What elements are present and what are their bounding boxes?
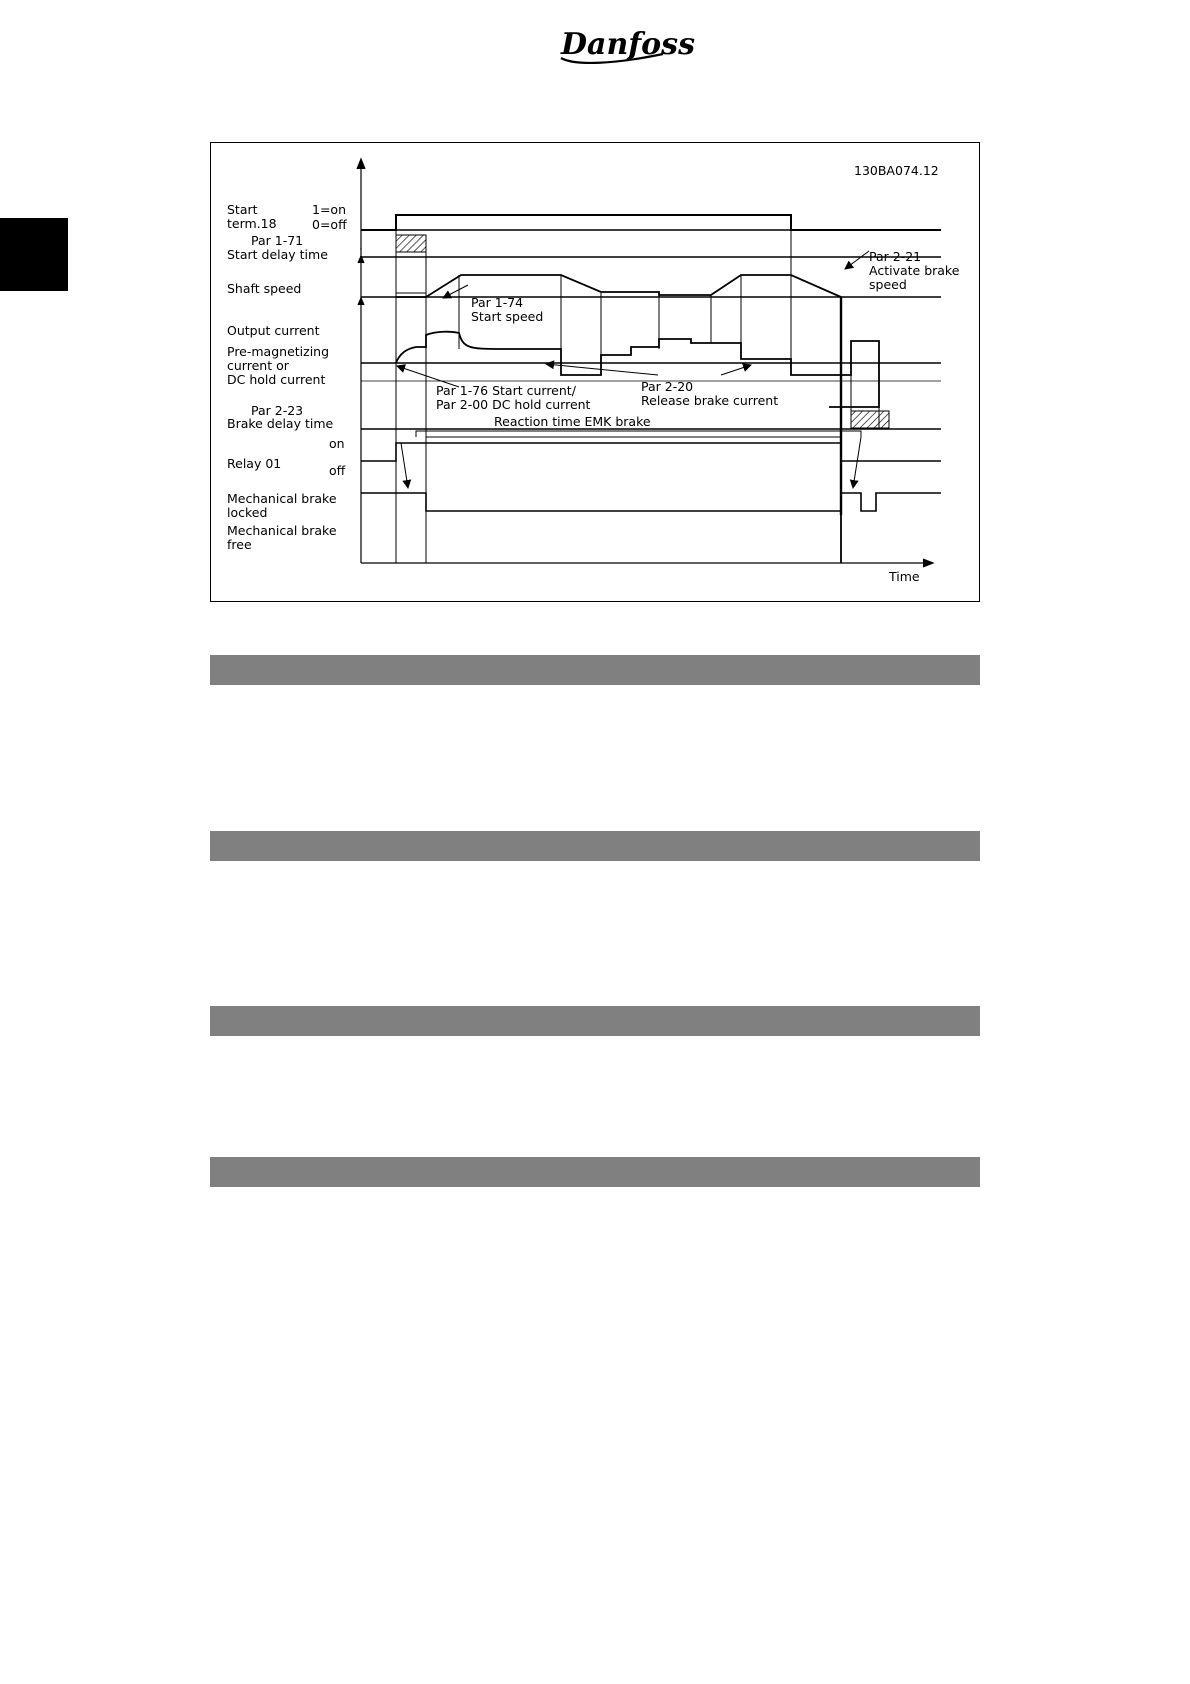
label-shaft-speed: Shaft speed	[227, 281, 302, 296]
label-brake-delay: Brake delay time	[227, 416, 334, 431]
label-mech-locked-2: locked	[227, 505, 268, 520]
relay-signal	[361, 443, 941, 461]
label-premag-3: DC hold current	[227, 372, 326, 387]
label-relay-on: on	[329, 436, 345, 451]
danfoss-logo	[555, 18, 695, 68]
label-par-223: Par 2-23	[251, 403, 304, 418]
label-off: 0=off	[312, 217, 347, 232]
label-time: Time	[889, 569, 920, 584]
ann-reaction: Reaction time EMK brake	[494, 414, 651, 429]
ann-par-176: Par 1-76 Start current/	[436, 383, 576, 398]
reaction-bracket	[416, 431, 861, 437]
label-output-current: Output current	[227, 323, 320, 338]
label-start-term: Start	[227, 202, 258, 217]
section-bar-4	[210, 1157, 980, 1187]
timing-diagram	[210, 142, 980, 602]
brake-delay-hatch	[851, 411, 889, 428]
label-relay: Relay 01	[227, 456, 282, 471]
ann-par-200: Par 2-00 DC hold current	[436, 397, 591, 412]
start-signal	[361, 215, 941, 230]
label-mech-locked-1: Mechanical brake	[227, 491, 337, 506]
label-mech-free-2: free	[227, 537, 252, 552]
annotation-arrows	[397, 251, 869, 488]
ann-activate-1: Activate brake	[869, 263, 960, 278]
ann-par-221: Par 2-21	[869, 249, 922, 264]
section-bar-2	[210, 831, 980, 861]
ann-release: Release brake current	[641, 393, 779, 408]
ann-par-220: Par 2-20	[641, 379, 694, 394]
start-delay-hatch	[396, 235, 426, 252]
ann-start-speed: Start speed	[471, 309, 544, 324]
timing-diagram-svg	[211, 143, 981, 603]
label-mech-free-1: Mechanical brake	[227, 523, 337, 538]
section-bar-1	[210, 655, 980, 685]
label-on: 1=on	[312, 202, 346, 217]
ann-activate-2: speed	[869, 277, 907, 292]
label-premag-2: current or	[227, 358, 289, 373]
section-bar-3	[210, 1006, 980, 1036]
chapter-tab	[0, 218, 68, 291]
ann-par-174: Par 1-74	[471, 295, 524, 310]
label-start-term-2: term.18	[227, 216, 277, 231]
label-par-171: Par 1-71	[251, 233, 304, 248]
label-premag-1: Pre-magnetizing	[227, 344, 330, 359]
figure-code: 130BA074.12	[854, 163, 939, 178]
label-relay-off: off	[329, 463, 346, 478]
mech-brake-signal	[361, 493, 941, 511]
label-start-delay: Start delay time	[227, 247, 328, 262]
logo-text: Danfoss	[561, 27, 695, 62]
